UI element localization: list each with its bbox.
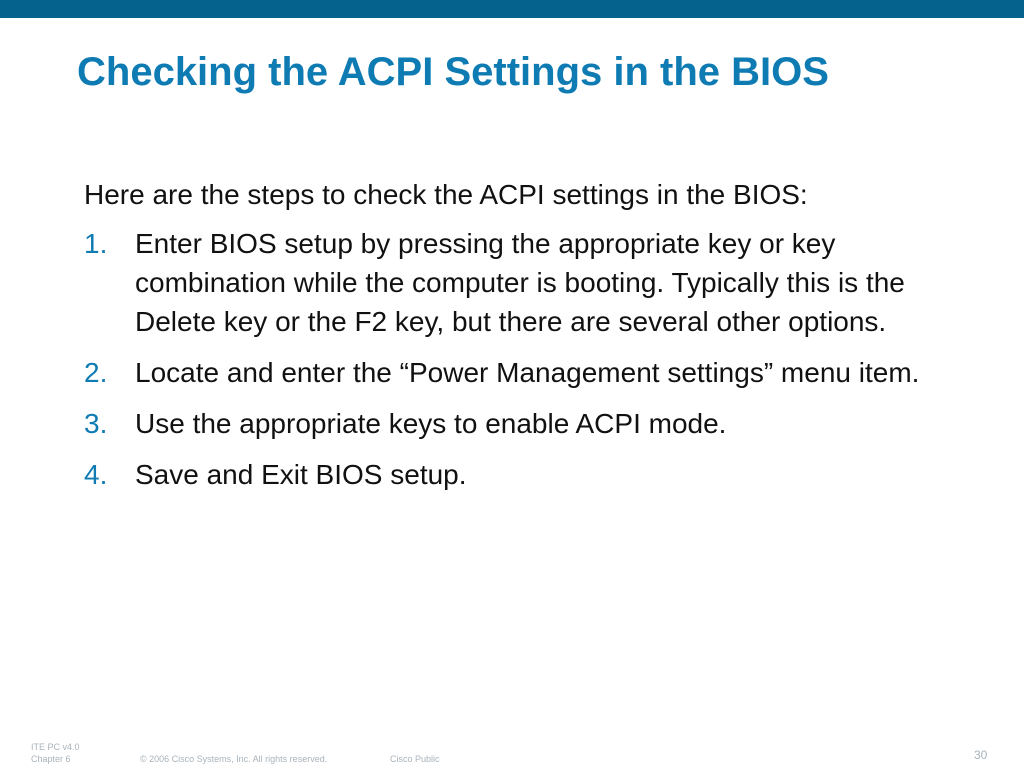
footer-classification: Cisco Public <box>390 754 440 764</box>
step-number: 2. <box>84 357 108 388</box>
footer-chapter: Chapter 6 <box>31 754 71 764</box>
step-item <box>84 404 964 443</box>
steps-list <box>84 224 964 494</box>
slide-body <box>84 175 964 506</box>
intro-paragraph: Here are the steps to check the ACPI settings in the BIOS: <box>84 179 808 210</box>
step-text: Enter BIOS setup by pressing the appropriate key or key combination while the computer is booting. Typically this is the Delete key or the F2 key, but there are several other options. <box>135 228 905 337</box>
page-number: 30 <box>974 748 988 762</box>
step-item <box>84 455 964 494</box>
step-text: Use the appropriate keys to enable ACPI mode. <box>135 408 727 439</box>
step-number: 3. <box>84 408 108 439</box>
step-text: Save and Exit BIOS setup. <box>135 459 467 490</box>
footer-course: ITE PC v4.0 <box>31 742 80 752</box>
top-banner-bar <box>0 0 1024 18</box>
footer-copyright: © 2006 Cisco Systems, Inc. All rights reserved. <box>140 754 328 764</box>
step-item <box>84 353 964 392</box>
step-item <box>84 224 964 341</box>
slide-title: Checking the ACPI Settings in the BIOS <box>77 50 829 94</box>
step-number: 4. <box>84 459 108 490</box>
step-number: 1. <box>84 228 108 259</box>
step-text: Locate and enter the “Power Management settings” menu item. <box>135 357 920 388</box>
